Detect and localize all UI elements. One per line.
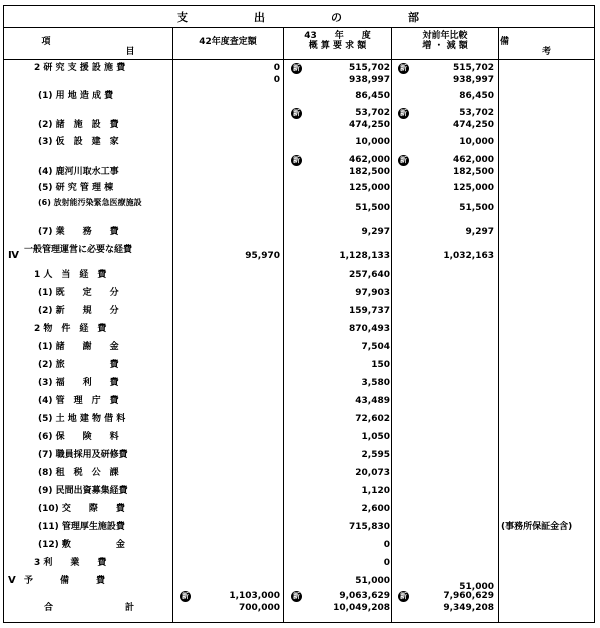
new-mark-icon: 新 bbox=[400, 592, 407, 600]
table-row bbox=[4, 359, 594, 371]
row-label: (1) 用 地 造 成 費 bbox=[38, 91, 114, 101]
cell-c2: 2,595 bbox=[361, 450, 390, 460]
cell-c2: 462,000 bbox=[349, 155, 390, 165]
row-label: (4) 管 理 庁 費 bbox=[38, 396, 119, 406]
row-label: (5) 研 究 管 理 棟 bbox=[38, 183, 114, 193]
remark-note: (事務所保証金含) bbox=[501, 522, 573, 532]
row-label: (2) 新 規 分 bbox=[38, 306, 119, 316]
cell-c2: 515,702 bbox=[349, 63, 390, 73]
cell-c3: 182,500 bbox=[453, 167, 494, 177]
table-row bbox=[4, 269, 594, 281]
table-row bbox=[4, 119, 594, 131]
new-mark-icon: 新 bbox=[293, 156, 300, 164]
table-row bbox=[4, 449, 594, 461]
table-row bbox=[4, 431, 594, 443]
cell-c2: 1,050 bbox=[361, 432, 390, 442]
row-label: (1) 既 定 分 bbox=[38, 288, 119, 298]
cell-c2: 0 bbox=[383, 540, 390, 550]
cell-c2: 938,997 bbox=[349, 75, 390, 85]
row-label: (7) 業 務 費 bbox=[38, 227, 119, 237]
cell-c1: 1,103,000 bbox=[229, 591, 280, 601]
table-row bbox=[4, 341, 594, 353]
row-label: (1) 諸 謝 金 bbox=[38, 342, 119, 352]
cell-c1: 0 bbox=[273, 63, 280, 73]
row-label: (6) 放射能汚染緊急医療施設 bbox=[38, 198, 142, 207]
row-label: (2) 旅 費 bbox=[38, 360, 119, 370]
header-c1: 42年度査定額 bbox=[199, 37, 257, 47]
row-label: (12) 敷 金 bbox=[38, 540, 125, 550]
expenditure-table bbox=[3, 5, 595, 623]
cell-c3: 86,450 bbox=[459, 91, 494, 101]
cell-c2: 51,000 bbox=[355, 576, 390, 586]
cell-c2: 53,702 bbox=[355, 108, 390, 118]
cell-c2: 150 bbox=[371, 360, 390, 370]
cell-c2: 10,000 bbox=[355, 137, 390, 147]
table-row bbox=[4, 287, 594, 299]
roman-numeral: Ⅳ bbox=[8, 250, 19, 261]
table-row bbox=[4, 467, 594, 479]
cell-c3: 51,500 bbox=[459, 203, 494, 213]
cell-c2: 10,049,208 bbox=[333, 603, 390, 613]
table-row bbox=[4, 245, 594, 262]
header-c3: 対前年比較 増 ・ 減 額 bbox=[422, 31, 468, 51]
cell-c2: 3,580 bbox=[361, 378, 390, 388]
new-mark-icon: 新 bbox=[293, 64, 300, 72]
row-label: (6) 保 険 料 bbox=[38, 432, 119, 442]
cell-c2: 51,500 bbox=[355, 203, 390, 213]
divider bbox=[4, 27, 594, 28]
header-remarks: 備考 bbox=[499, 37, 551, 57]
row-label: (8) 租 税 公 課 bbox=[38, 468, 119, 478]
roman-numeral: Ⅴ bbox=[8, 575, 16, 586]
cell-c3: 53,702 bbox=[459, 108, 494, 118]
cell-c2: 1,120 bbox=[361, 486, 390, 496]
cell-c3: 9,297 bbox=[465, 227, 494, 237]
cell-c2: 1,128,133 bbox=[339, 251, 390, 261]
cell-c1: 95,970 bbox=[245, 251, 280, 261]
cell-c3: 9,349,208 bbox=[443, 603, 494, 613]
table-row bbox=[4, 90, 594, 102]
cell-c2: 159,737 bbox=[349, 306, 390, 316]
new-mark-icon: 新 bbox=[400, 64, 407, 72]
table-row bbox=[4, 226, 594, 238]
cell-c2: 182,500 bbox=[349, 167, 390, 177]
new-mark-icon: 新 bbox=[400, 109, 407, 117]
new-mark-icon: 新 bbox=[293, 109, 300, 117]
row-label: (2) 諸 施 設 費 bbox=[38, 120, 119, 130]
cell-c3: 51,000 bbox=[459, 582, 494, 592]
cell-c2: 97,903 bbox=[355, 288, 390, 298]
table-row bbox=[4, 154, 594, 166]
row-label: (9) 民間出資募集経費 bbox=[38, 486, 128, 496]
table-row bbox=[4, 590, 594, 602]
table-row bbox=[4, 323, 594, 335]
row-label: (5) 土 地 建 物 借 料 bbox=[38, 414, 126, 424]
cell-c1: 700,000 bbox=[239, 603, 280, 613]
row-label: (7) 職員採用及研修費 bbox=[38, 450, 128, 460]
cell-c2: 870,493 bbox=[349, 324, 390, 334]
row-label: (3) 仮 設 建 家 bbox=[38, 137, 119, 147]
new-mark-icon: 新 bbox=[182, 592, 189, 600]
row-label: (10) 交 際 費 bbox=[38, 504, 125, 514]
table-row bbox=[4, 377, 594, 389]
row-label: 一般管理運営に必要な経費 bbox=[24, 245, 133, 255]
row-label: (4) 鹿河川取水工事 bbox=[38, 167, 119, 177]
cell-c3: 1,032,163 bbox=[443, 251, 494, 261]
row-label: 合 計 bbox=[44, 603, 135, 613]
row-label: (11) 管理厚生施設費 bbox=[38, 522, 125, 532]
table-row bbox=[4, 521, 594, 533]
row-label: (3) 福 利 費 bbox=[38, 378, 119, 388]
table-row bbox=[4, 485, 594, 497]
cell-c2: 72,602 bbox=[355, 414, 390, 424]
cell-c2: 20,073 bbox=[355, 468, 390, 478]
header-item: 項目 bbox=[41, 37, 135, 57]
cell-c1: 0 bbox=[273, 75, 280, 85]
table-row bbox=[4, 395, 594, 407]
header-c2: 43 年 度 概 算 要 求 額 bbox=[304, 31, 371, 51]
table-row bbox=[4, 136, 594, 148]
cell-c3: 515,702 bbox=[453, 63, 494, 73]
cell-c2: 86,450 bbox=[355, 91, 390, 101]
cell-c2: 715,830 bbox=[349, 522, 390, 532]
table-row bbox=[4, 166, 594, 178]
cell-c2: 125,000 bbox=[349, 183, 390, 193]
title-char: 支 bbox=[177, 11, 190, 24]
cell-c2: 9,297 bbox=[361, 227, 390, 237]
cell-c2: 7,504 bbox=[361, 342, 390, 352]
cell-c3: 462,000 bbox=[453, 155, 494, 165]
cell-c3: 7,960,629 bbox=[443, 591, 494, 601]
cell-c2: 43,489 bbox=[355, 396, 390, 406]
title-char: 部 bbox=[408, 11, 421, 24]
table-row bbox=[4, 557, 594, 569]
table-row bbox=[4, 305, 594, 317]
cell-c3: 474,250 bbox=[453, 120, 494, 130]
table-row bbox=[4, 413, 594, 425]
divider bbox=[4, 59, 594, 60]
table-row bbox=[4, 539, 594, 551]
table-row bbox=[4, 74, 594, 86]
cell-c2: 2,600 bbox=[361, 504, 390, 514]
cell-c2: 9,063,629 bbox=[339, 591, 390, 601]
cell-c2: 257,640 bbox=[349, 270, 390, 280]
cell-c3: 10,000 bbox=[459, 137, 494, 147]
table-row bbox=[4, 107, 594, 119]
cell-c3: 125,000 bbox=[453, 183, 494, 193]
table-row bbox=[4, 503, 594, 515]
table-row bbox=[4, 182, 594, 194]
table-row bbox=[4, 62, 594, 74]
new-mark-icon: 新 bbox=[400, 156, 407, 164]
table-row bbox=[4, 198, 594, 214]
table-row bbox=[4, 602, 594, 614]
row-label: 3 利 業 費 bbox=[34, 558, 107, 568]
cell-c3: 938,997 bbox=[453, 75, 494, 85]
cell-c2: 474,250 bbox=[349, 120, 390, 130]
title-char: 出 bbox=[254, 11, 267, 24]
row-label: 1 人 当 経 費 bbox=[34, 270, 107, 280]
row-label: 2 研 究 支 援 設 施 費 bbox=[34, 63, 126, 73]
new-mark-icon: 新 bbox=[293, 592, 300, 600]
row-label: 予 備 費 bbox=[24, 576, 106, 586]
table-title bbox=[4, 9, 594, 25]
row-label: 2 物 件 経 費 bbox=[34, 324, 107, 334]
cell-c2: 0 bbox=[383, 558, 390, 568]
title-char: の bbox=[331, 11, 344, 24]
